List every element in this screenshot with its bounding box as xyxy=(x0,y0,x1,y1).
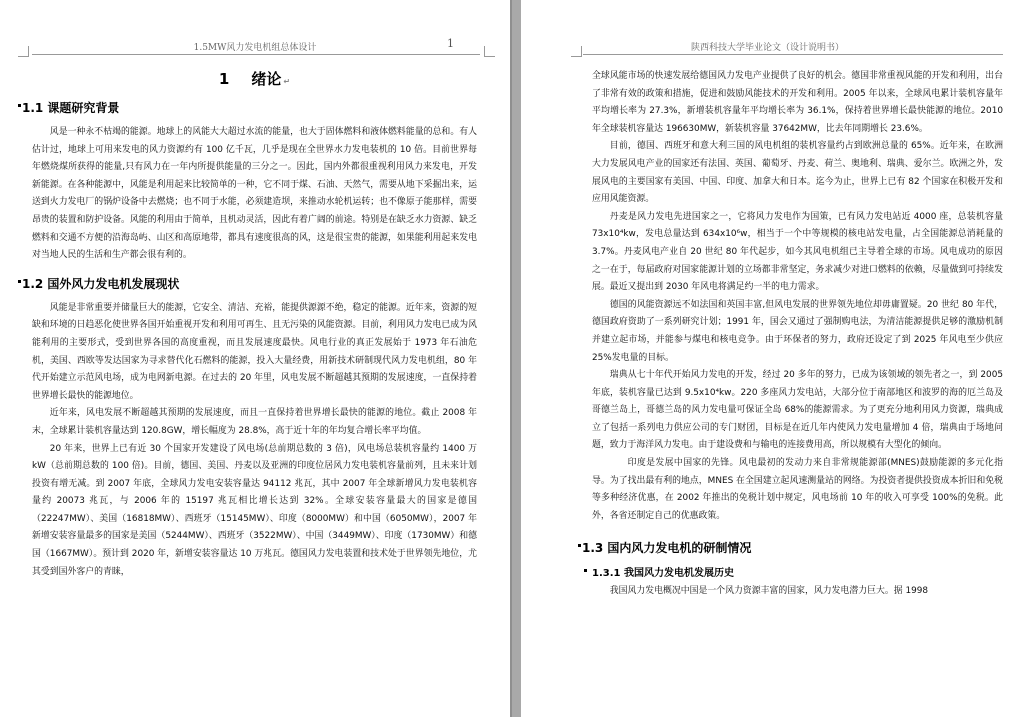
chapter-name: 绪论 xyxy=(251,70,282,88)
page-content xyxy=(582,68,1003,601)
paragraph: 风能是非常重要并储量巨大的能源，它安全、清洁、充裕，能提供源源不绝，稳定的能源。近年来，资源的短缺和环境的日趋恶化使世界各国开始重视开发和利用可再生、且无污染的风能资源。目前，利用风力发电已成为风能利用的主要形式，受到世界各国的高度重视，而且发展速度最快。风电行业的真正发展始于 1973 年石油危机，美国、西欧等发达国家为寻求替代化石燃料的能源，投入大量经费，用新技术研制现代风力发电机组，80 年代开始建立示范风电场，成为电网新电源。在过去的 20 年里，风电发展不断超越其预期的发展速度，一直保持着世界增长最快的能源地位。 xyxy=(32,302,477,401)
header-rule xyxy=(583,54,1003,55)
paragraph: 20 年来，世界上已有近 30 个国家开发建设了风电场(总前期总数的 3 倍)，风电场总装机容量约 1400 万 kW（总前期总数的 100 倍)。目前，德国、美国、丹麦以及亚洲的印度位居风力发电装机容量前列，且未来计划投资有增无减。到 2007 年底，全球风力发电安装容量达 94112 兆瓦，其中 2007 年全球新增风力发电装机容量约 20073 兆瓦，与 2006 年的 15197 兆瓦相比增长达到 32%。全球安装容量最大的国家是德国（22247MW）、美国（16818MW）、西班牙（15145MW）、印度（8000MW）和中国（6050MW），2007 年新增安装容量最多的国家是美国（5244MW）、西班牙（3522MW）、中国（3449MW）、印度（1730MW）和德国（1667MW）。预计到 2020 年，新增安装容量达 10 万兆瓦。德国风力发电装置和技术处于世界领先地位，尤其受到国外客户的青睐， xyxy=(32,443,477,577)
section-title: 1.2 国外风力发电机发展现状 xyxy=(22,275,477,292)
section-title: 1.3 国内风力发电机的研制情况 xyxy=(582,539,1003,556)
paragraph: 瑞典从七十年代开始风力发电的开发，经过 20 多年的努力，已成为该领域的领先者之一，到 2005 年底，装机容量已达到 9.5x10⁴kw。220 多座风力发电站，大部分位于南部地区和波罗的海的厄兰岛及哥德兰岛上，哥德兰岛的风力发电量可保证全岛 68%的能源需求。为了更充分地利用风力资源，瑞典成立了包括一系列电力供应公司的专门财团，目标是在近几年内使风力发电量增加 4 倍，瑞典由于场地问题，致力于海洋风力发电。由于建设费和与输电的连接费用高，所以规模有大型化的倾向。 xyxy=(592,370,1003,451)
chapter-title: 1 绪论 ↵ xyxy=(218,70,291,88)
page-header: 1.5MW风力发电机组总体设计 xyxy=(193,43,317,53)
paragraph: 我国风力发电概况中国是一个风力资源丰富的国家，风力发电潜力巨大。据 1998 xyxy=(609,586,929,597)
page-content xyxy=(22,60,477,581)
paragraph: 德国的风能资源远不如法国和英国丰富,但风电发展的世界领先地位却毋庸置疑。20 世纪 80 年代，德国政府资助了一系列研究计划；1991 年，国会又通过了强制购电法，为清洁能源提供足够的激励机制并建立起市场，并能参与煤电和核电竞争。由于环保者的努力，政府还设定了到 2025 年风电至少供应 25%发电量的目标。 xyxy=(592,299,1003,363)
paragraph: 印度是发展中国家的先锋。风电最初的发动力来自非常规能源部(MNES)鼓励能源的多元化指导。为了找出最有利的地点，MNES 在全国建立起风速测量站的网络。为投资者提供投资成本折旧和免税等多种经济优惠，在 2002 年推出的免税计划中规定，风电场前 10 年的收入可享受 100%的免税。此外，各省还制定自己的优惠政策。 xyxy=(592,458,1003,521)
paragraph: 近年来，风电发展不断超越其预期的发展速度，而且一直保持着世界增长最快的能源的地位。截止 2008 年末，全球累计装机容量达到 120.8GW，增长幅度为 28.8%，高于近十年的年均复合增长率平均值。 xyxy=(32,408,477,436)
page-number: 1 xyxy=(447,37,454,50)
crop-mark xyxy=(18,46,29,57)
subsection-title: 1.3.1 我国风力发电机发展历史 xyxy=(592,564,1003,579)
document-page-right xyxy=(521,0,1014,717)
crop-mark xyxy=(571,46,582,57)
section-title: 1.1 课题研究背景 xyxy=(22,99,477,116)
paragraph: 目前，德国、西班牙和意大利三国的风电机组的装机容量约占到欧洲总量的 65%。近年来，在欧洲大力发展风电产业的国家还有法国、英国、葡萄牙、丹麦、荷兰、奥地利、瑞典、爱尔兰。欧洲之外，发展风电的主要国家有美国、中国、印度、加拿大和日本。迄今为止，世界上已有 82 个国家在积极开发和应用风能资源。 xyxy=(592,141,1003,205)
paragraph: 风是一种永不枯竭的能源。地球上的风能大大超过水流的能量，也大于固体燃料和液体燃料能量的总和。有人估计过，地球上可用来发电的风力资源约有 100 亿千瓦，几乎是现在全世界水力发电装机的 10 倍。目前世界每年燃烧煤所获得的能量,只有风力在一年内所提供能量的三分之一。因此，国内外都很重视利用风力来发电，开发新能源。在各种能源中，风能是利用起来比较简单的一种，它不同于煤、石油、天然气，需要从地下采掘出来，运送到火力发电厂的锅炉设备中去燃烧；也不同于水能，必须建造坝，来推动水轮机运转；也不像原子能那样，需要昂贵的装置和防护设备。风能的利用由于简单，且机动灵活，因此有着广阔的前途。特别是在缺乏水力资源、缺乏燃料和交通不方便的沿海岛屿、山区和高原地带，都具有速度很高的风，这是很宝贵的能源，如果能利用起来发电对当地人民的生活和生产都会很有利的。 xyxy=(32,127,477,261)
page-header: 陕西科技大学毕业论文（设计说明书） xyxy=(690,43,844,53)
page-gap xyxy=(510,0,521,717)
header-rule xyxy=(32,54,480,55)
paragraph: 全球风能市场的快速发展给德国风力发电产业提供了良好的机会。德国非常重视风能的开发和利用，出台了非常有效的政策和措施，促进和鼓励风能技术的开发和利用。2005 年以来，全球风电累计装机容量年平均增长率为 27.3%，新增装机容量年平均增长率为 36.1%，保持着世界增长最快能源的地位。2010 年全球装机容量达 196630MW，新装机容量 37642MW，比去年同期增长 23.6%。 xyxy=(592,71,1003,134)
crop-mark xyxy=(484,46,495,57)
chapter-number: 1 xyxy=(218,70,230,88)
paragraph: 丹麦是风力发电先进国家之一，它将风力发电作为国策，已有风力发电站近 4000 座，总装机容量 73x10⁴kw，发电总量达到 634x10⁶w，相当于一个中等规模的核电站发电量，占全国能源总消耗量的 3.7%。丹麦风电产业自 20 世纪 80 年代起步，如今其风电机组已主导着全球的市场。风电成功的原因之一在于，每届政府对国家能源计划的立场都非常坚定，务求减少对进口燃料的依赖，尽量做到可持续发展。最近又提出到 2030 年风电将满足约一半的电力需求。 xyxy=(592,211,1003,293)
